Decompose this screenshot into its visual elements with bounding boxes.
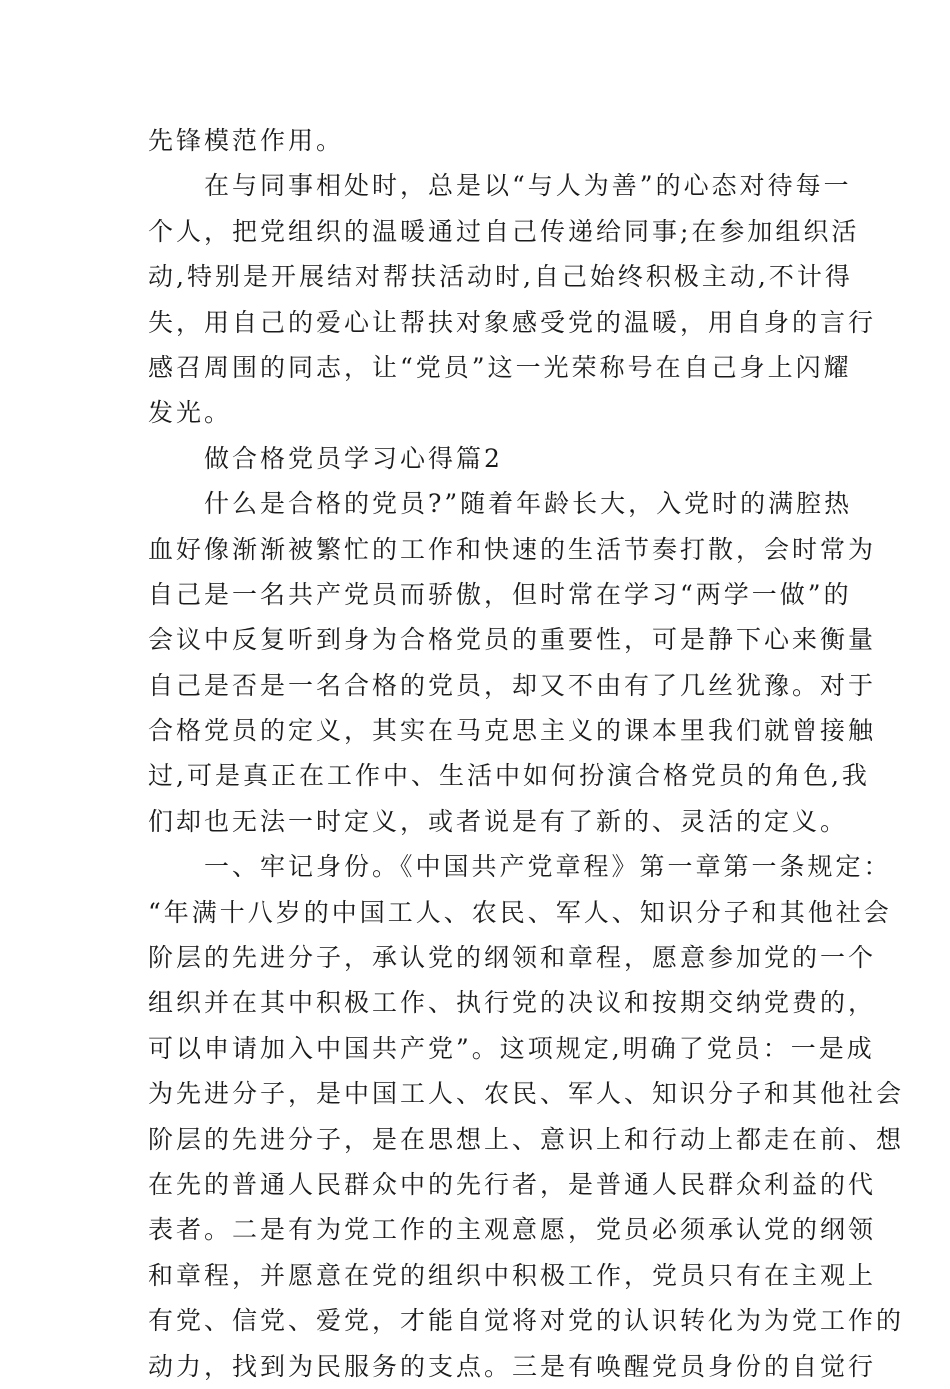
text-line: 和章程，并愿意在党的组织中积极工作，党员只有在主观上 <box>148 1260 877 1290</box>
text-line: 合格党员的定义，其实在马克思主义的课本里我们就曾接触 <box>148 716 877 746</box>
text-line: 过,可是真正在工作中、生活中如何扮演合格党员的角色,我 <box>148 761 870 791</box>
text-line: 动,特别是开展结对帮扶活动时,自己始终积极主动,不计得 <box>148 262 853 292</box>
text-line: 表者。二是有为党工作的主观意愿，党员必须承认党的纲领 <box>148 1215 877 1245</box>
document-body <box>148 118 905 1389</box>
text-line: 发光。 <box>148 398 233 428</box>
text-line: 有党、信党、爱党，才能自觉将对党的认识转化为为党工作的 <box>148 1306 905 1336</box>
text-line: 失，用自己的爱心让帮扶对象感受党的温暖，用自身的言行 <box>148 307 877 337</box>
text-line: 在与同事相处时，总是以“与人为善”的心态对待每一 <box>204 171 852 201</box>
text-line: 会议中反复听到身为合格党员的重要性，可是静下心来衡量 <box>148 625 877 655</box>
text-line: 可以申请加入中国共产党”。这项规定,明确了党员：一是成 <box>148 1033 875 1063</box>
text-line: 自己是否是一名合格的党员，却又不由有了几丝犹豫。对于 <box>148 670 877 700</box>
text-line: “年满十八岁的中国工人、农民、军人、知识分子和其他社会 <box>148 897 892 927</box>
text-line: 个人，把党组织的温暖通过自己传递给同事;在参加组织活 <box>148 216 860 246</box>
text-line: 动力，找到为民服务的支点。三是有唤醒党员身份的自觉行 <box>148 1351 877 1381</box>
text-line: 们却也无法一时定义，或者说是有了新的、灵活的定义。 <box>148 806 849 836</box>
text-line: 血好像渐渐被繁忙的工作和快速的生活节奏打散，会时常为 <box>148 534 877 564</box>
text-line: 在先的普通人民群众中的先行者，是普通人民群众利益的代 <box>148 1169 877 1199</box>
text-line: 感召周围的同志，让“党员”这一光荣称号在自己身上闪耀 <box>148 352 852 382</box>
text-line: 阶层的先进分子，承认党的纲领和章程，愿意参加党的一个 <box>148 943 877 973</box>
text-line: 为先进分子，是中国工人、农民、军人、知识分子和其他社会 <box>148 1079 905 1109</box>
text-line: 做合格党员学习心得篇2 <box>204 443 503 473</box>
text-line: 组织并在其中积极工作、执行党的决议和按期交纳党费的， <box>148 988 877 1018</box>
text-line: 先锋模范作用。 <box>148 126 345 155</box>
text-line: 自己是一名共产党员而骄傲，但时常在学习“两学一做”的 <box>148 579 852 609</box>
text-line: 什么是合格的党员?”随着年龄长大，入党时的满腔热 <box>204 489 853 519</box>
text-line: 一、牢记身份。《中国共产党章程》第一章第一条规定： <box>204 852 892 882</box>
text-line: 阶层的先进分子，是在思想上、意识上和行动上都走在前、想 <box>148 1124 905 1154</box>
